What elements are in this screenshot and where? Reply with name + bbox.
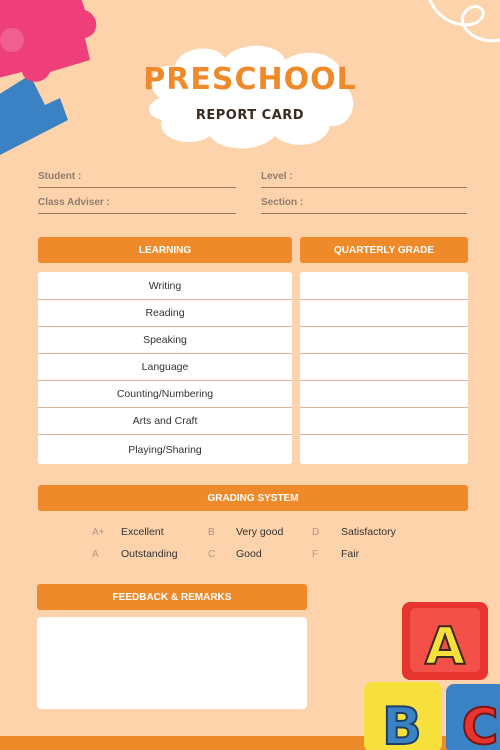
feedback-box[interactable] [37,617,307,709]
table-row: Writing [38,272,292,300]
grade-code: F [312,549,319,560]
abc-blocks-icon [360,598,500,750]
level-field[interactable] [261,171,467,188]
svg-text:B: B [382,697,422,750]
grade-cell[interactable] [300,354,468,381]
level-label: Level : [261,171,293,182]
student-label: Student : [38,171,82,182]
grade-label: Good [236,548,262,560]
table-row: Reading [38,300,292,327]
grade-cell[interactable] [300,435,468,464]
class-adviser-label: Class Adviser : [38,197,110,208]
svg-text:C: C [461,698,499,750]
section-field[interactable] [261,197,467,214]
table-row: Playing/Sharing [128,443,202,456]
svg-text:A: A [424,617,466,677]
swirl-decoration-icon [420,0,500,70]
learning-header: LEARNING [38,237,292,263]
section-label: Section : [261,197,304,208]
grade-cell[interactable] [300,272,468,300]
table-row: Language [38,354,292,381]
grade-label: Satisfactory [341,526,396,538]
grade-code: C [208,549,216,560]
grade-label: Fair [341,548,360,560]
grade-label: Very good [236,526,284,538]
student-field[interactable] [38,171,236,188]
grade-code: A [92,549,99,560]
grade-cell[interactable] [300,300,468,327]
grade-cell[interactable] [300,408,468,435]
grade-cell[interactable] [300,327,468,354]
feedback-header: FEEDBACK & REMARKS [37,584,307,610]
page-title: PRESCHOOL [143,62,357,97]
grade-table [300,272,468,464]
table-row: Counting/Numbering [38,381,292,408]
learning-table [38,272,292,464]
table-row: Speaking [38,327,292,354]
grade-label: Excellent [121,526,164,538]
grading-system-header: GRADING SYSTEM [38,485,468,511]
page-subtitle: REPORT CARD [195,108,305,123]
grade-cell[interactable] [300,381,468,408]
grade-label: Outstanding [121,548,178,560]
grade-code: D [312,527,320,538]
grade-code: B [208,527,215,538]
quarterly-grade-header: QUARTERLY GRADE [300,237,468,263]
grade-code: A+ [92,527,105,538]
class-adviser-field[interactable] [38,197,236,214]
table-row: Arts and Craft [38,408,292,435]
